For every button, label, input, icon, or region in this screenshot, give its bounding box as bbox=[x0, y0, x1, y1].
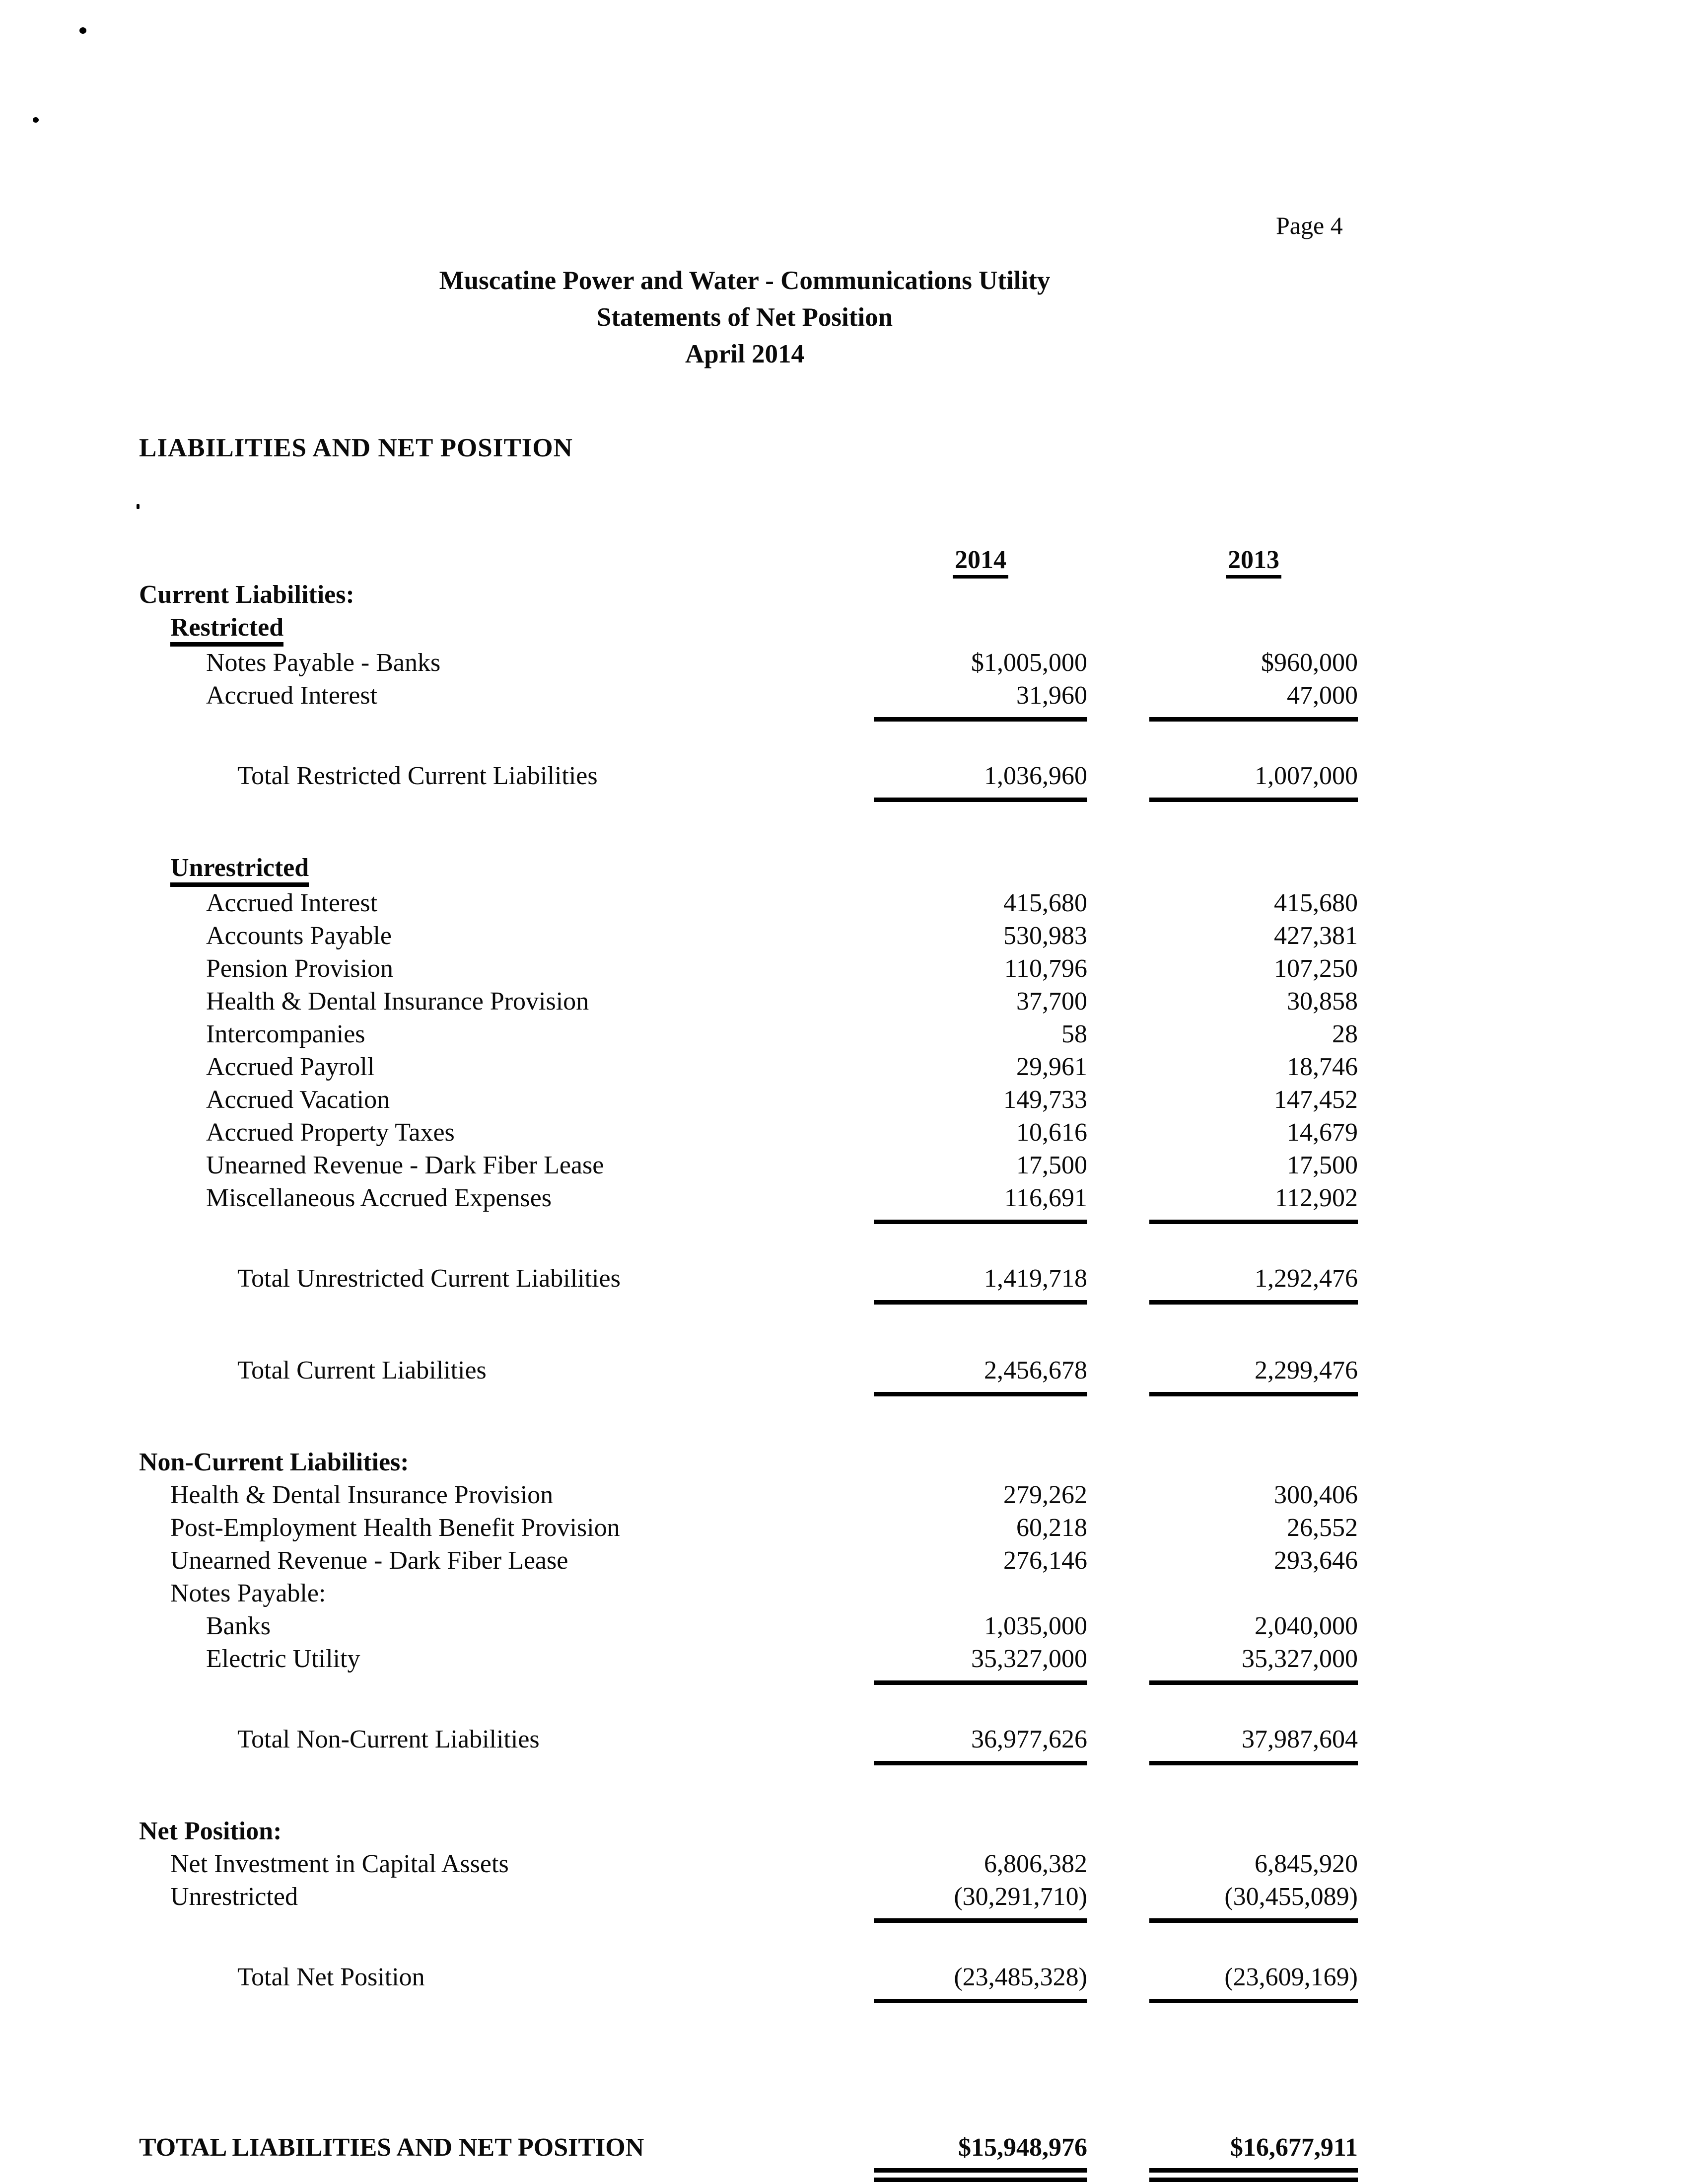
section-heading: LIABILITIES AND NET POSITION bbox=[139, 434, 573, 462]
table-row bbox=[139, 1610, 1579, 1643]
amount-2014: 279,262 bbox=[1003, 1481, 1087, 1509]
table-row bbox=[139, 985, 1579, 1018]
row-label-cell bbox=[139, 1084, 874, 1116]
amount-2013: $960,000 bbox=[1261, 649, 1358, 677]
amount-2014: $1,005,000 bbox=[971, 649, 1087, 677]
row-label: Notes Payable: bbox=[170, 1579, 326, 1607]
row-label: Electric Utility bbox=[206, 1645, 360, 1673]
table-row bbox=[139, 760, 1579, 804]
table-row bbox=[139, 1723, 1579, 1767]
row-label-cell bbox=[139, 611, 874, 647]
row-label-cell bbox=[139, 760, 874, 793]
row-label-cell bbox=[139, 1116, 874, 1149]
amount-2013: $16,677,911 bbox=[1149, 2131, 1358, 2182]
row-label-cell bbox=[139, 1262, 874, 1295]
table-row bbox=[139, 579, 1579, 611]
row-label: Restricted bbox=[170, 614, 283, 647]
row-label: Accrued Payroll bbox=[206, 1053, 375, 1081]
row-label-cell bbox=[139, 1610, 874, 1643]
row-label-cell bbox=[139, 2131, 874, 2164]
table-row bbox=[139, 1643, 1579, 1687]
amount-2014: 36,977,626 bbox=[874, 1723, 1087, 1765]
row-label: Accounts Payable bbox=[206, 922, 392, 950]
amount-2013: 427,381 bbox=[1274, 922, 1358, 950]
amount-2014: 29,961 bbox=[1016, 1053, 1087, 1081]
row-label-cell bbox=[139, 1149, 874, 1182]
table-row bbox=[139, 2131, 1579, 2182]
table-row bbox=[139, 1446, 1579, 1479]
statement-table bbox=[139, 544, 1579, 2182]
table-row bbox=[139, 952, 1579, 985]
table-row bbox=[139, 1116, 1579, 1149]
row-label: Unearned Revenue - Dark Fiber Lease bbox=[170, 1546, 568, 1575]
table-row bbox=[139, 1848, 1579, 1881]
row-label: Notes Payable - Banks bbox=[206, 649, 441, 677]
amount-2013: (23,609,169) bbox=[1149, 1961, 1358, 2003]
amount-2013: 47,000 bbox=[1149, 679, 1358, 722]
amount-2013: 14,679 bbox=[1287, 1118, 1358, 1147]
row-label: TOTAL LIABILITIES AND NET POSITION bbox=[139, 2133, 644, 2162]
amount-2014: (30,291,710) bbox=[874, 1881, 1087, 1923]
amount-2013: 28 bbox=[1332, 1020, 1358, 1048]
amount-2014: 2,456,678 bbox=[874, 1354, 1087, 1396]
table-row bbox=[139, 1018, 1579, 1051]
amount-2013: 6,845,920 bbox=[1255, 1850, 1358, 1878]
amount-2013: 293,646 bbox=[1274, 1546, 1358, 1575]
amount-2013: 35,327,000 bbox=[1149, 1643, 1358, 1685]
amount-2013: 415,680 bbox=[1274, 889, 1358, 917]
table-row bbox=[139, 1262, 1579, 1307]
row-label: Unrestricted bbox=[170, 854, 309, 887]
row-label: Total Non-Current Liabilities bbox=[237, 1725, 540, 1753]
row-label: Net Investment in Capital Assets bbox=[170, 1850, 509, 1878]
amount-2013: 30,858 bbox=[1287, 987, 1358, 1016]
row-label: Post-Employment Health Benefit Provision bbox=[170, 1514, 620, 1542]
amount-2014: 116,691 bbox=[874, 1182, 1087, 1224]
table-row bbox=[139, 920, 1579, 952]
row-label: Total Net Position bbox=[237, 1963, 425, 1991]
row-label-cell bbox=[139, 1961, 874, 1994]
row-label-cell bbox=[139, 920, 874, 952]
title-line-date: April 2014 bbox=[685, 340, 804, 368]
row-label-cell bbox=[139, 1479, 874, 1512]
table-row bbox=[139, 1182, 1579, 1226]
table-row bbox=[139, 1149, 1579, 1182]
table-row bbox=[139, 1815, 1579, 1848]
row-label-cell bbox=[139, 1354, 874, 1387]
amount-2013: 2,299,476 bbox=[1149, 1354, 1358, 1396]
row-label-cell bbox=[139, 1446, 874, 1479]
table-row bbox=[139, 1961, 1579, 2005]
row-label-cell bbox=[139, 579, 874, 611]
table-row bbox=[139, 611, 1579, 647]
amount-2014: 149,733 bbox=[1003, 1086, 1087, 1114]
scan-artifact-dot bbox=[137, 504, 140, 509]
row-label: Non-Current Liabilities: bbox=[139, 1448, 409, 1476]
row-label-cell bbox=[139, 679, 874, 712]
row-label-cell bbox=[139, 1512, 874, 1544]
row-label: Accrued Interest bbox=[206, 889, 378, 917]
table-row bbox=[139, 647, 1579, 679]
table-row bbox=[139, 1354, 1579, 1398]
amount-2014: 1,036,960 bbox=[874, 760, 1087, 802]
row-label: Net Position: bbox=[139, 1817, 282, 1845]
row-label-cell bbox=[139, 1643, 874, 1675]
row-label: Health & Dental Insurance Provision bbox=[206, 987, 589, 1016]
scan-artifact-dot bbox=[33, 117, 39, 123]
amount-2014: 415,680 bbox=[1003, 889, 1087, 917]
amount-2014: $15,948,976 bbox=[874, 2131, 1087, 2182]
amount-2014: 276,146 bbox=[1003, 1546, 1087, 1575]
amount-2014: 37,700 bbox=[1016, 987, 1087, 1016]
amount-2014: 10,616 bbox=[1016, 1118, 1087, 1147]
row-label: Current Liabilities: bbox=[139, 581, 354, 609]
amount-2013: 26,552 bbox=[1287, 1514, 1358, 1542]
row-label-cell bbox=[139, 647, 874, 679]
row-label-cell bbox=[139, 1018, 874, 1051]
table-row bbox=[139, 852, 1579, 887]
amount-2013: 1,007,000 bbox=[1149, 760, 1358, 802]
table-row bbox=[139, 887, 1579, 920]
column-header-row bbox=[139, 544, 1579, 579]
row-label-cell bbox=[139, 1881, 874, 1913]
row-label: Accrued Vacation bbox=[206, 1086, 390, 1114]
amount-2014: 1,035,000 bbox=[984, 1612, 1087, 1640]
column-header-2014: 2014 bbox=[953, 546, 1008, 579]
amount-2014: 31,960 bbox=[874, 679, 1087, 722]
row-label-cell bbox=[139, 1182, 874, 1215]
row-label: Banks bbox=[206, 1612, 271, 1640]
amount-2014: 6,806,382 bbox=[984, 1850, 1087, 1878]
row-label-cell bbox=[139, 985, 874, 1018]
amount-2014: 530,983 bbox=[1003, 922, 1087, 950]
amount-2013: 112,902 bbox=[1149, 1182, 1358, 1224]
amount-2013: 300,406 bbox=[1274, 1481, 1358, 1509]
title-line-company: Muscatine Power and Water - Communications Utility bbox=[439, 266, 1051, 295]
row-label-cell bbox=[139, 1848, 874, 1881]
table-row bbox=[139, 1479, 1579, 1512]
table-row bbox=[139, 1544, 1579, 1577]
table-row bbox=[139, 679, 1579, 724]
row-label-cell bbox=[139, 1051, 874, 1084]
row-label: Intercompanies bbox=[206, 1020, 365, 1048]
row-label: Unearned Revenue - Dark Fiber Lease bbox=[206, 1151, 604, 1179]
table-row bbox=[139, 1512, 1579, 1544]
amount-2014: 1,419,718 bbox=[874, 1262, 1087, 1305]
row-label: Miscellaneous Accrued Expenses bbox=[206, 1184, 552, 1212]
amount-2013: 18,746 bbox=[1287, 1053, 1358, 1081]
row-label: Unrestricted bbox=[170, 1883, 298, 1911]
amount-2013: 17,500 bbox=[1287, 1151, 1358, 1179]
table-row bbox=[139, 1051, 1579, 1084]
amount-2013: 37,987,604 bbox=[1149, 1723, 1358, 1765]
amount-2013: 1,292,476 bbox=[1149, 1262, 1358, 1305]
amount-2013: (30,455,089) bbox=[1149, 1881, 1358, 1923]
amount-2014: 17,500 bbox=[1016, 1151, 1087, 1179]
amount-2014: 110,796 bbox=[1004, 954, 1087, 983]
row-label: Total Unrestricted Current Liabilities bbox=[237, 1264, 621, 1293]
row-label: Accrued Interest bbox=[206, 681, 378, 710]
document-title-block bbox=[139, 262, 1350, 372]
amount-2013: 2,040,000 bbox=[1255, 1612, 1358, 1640]
row-label-cell bbox=[139, 1544, 874, 1577]
row-label-cell bbox=[139, 1723, 874, 1756]
row-label: Health & Dental Insurance Provision bbox=[170, 1481, 554, 1509]
amount-2014: 60,218 bbox=[1016, 1514, 1087, 1542]
row-label: Total Current Liabilities bbox=[237, 1356, 487, 1384]
table-row bbox=[139, 1881, 1579, 1925]
row-label: Accrued Property Taxes bbox=[206, 1118, 455, 1147]
table-row bbox=[139, 1084, 1579, 1116]
row-label: Total Restricted Current Liabilities bbox=[237, 762, 598, 790]
table-body bbox=[139, 579, 1579, 2182]
amount-2013: 107,250 bbox=[1274, 954, 1358, 983]
column-header-2013: 2013 bbox=[1226, 546, 1281, 579]
amount-2013: 147,452 bbox=[1274, 1086, 1358, 1114]
row-label-cell bbox=[139, 852, 874, 887]
title-line-statement: Statements of Net Position bbox=[596, 303, 893, 332]
scan-artifact-dot bbox=[79, 27, 86, 34]
row-label-cell bbox=[139, 887, 874, 920]
row-label-cell bbox=[139, 1815, 874, 1848]
amount-2014: (23,485,328) bbox=[874, 1961, 1087, 2003]
table-row bbox=[139, 1577, 1579, 1610]
row-label: Pension Provision bbox=[206, 954, 394, 983]
row-label-cell bbox=[139, 1577, 874, 1610]
row-label-cell bbox=[139, 952, 874, 985]
page-number: Page 4 bbox=[1276, 212, 1343, 239]
amount-2014: 35,327,000 bbox=[874, 1643, 1087, 1685]
amount-2014: 58 bbox=[1061, 1020, 1087, 1048]
